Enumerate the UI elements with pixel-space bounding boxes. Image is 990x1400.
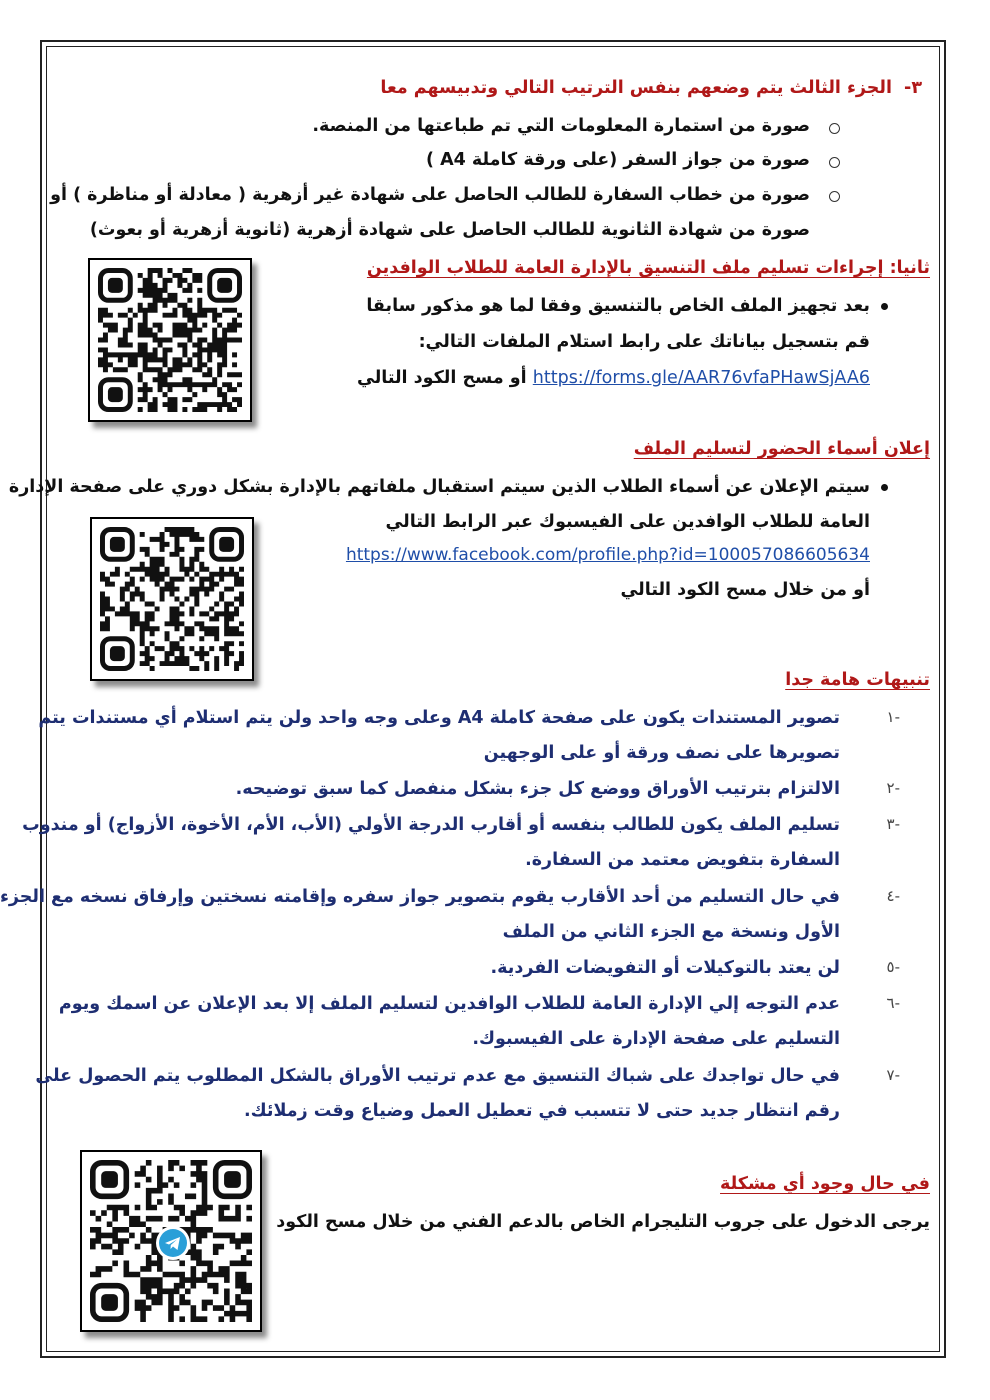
attendance-heading: إعلان أسماء الحضور لتسليم الملف — [633, 439, 930, 459]
note-line: التسليم على صفحة الإدارة على الفيسبوك. — [472, 1029, 840, 1049]
circle-bullet-icon — [829, 123, 840, 134]
attendance-line: أو من خلال مسح الكود التالي — [620, 580, 870, 600]
section2-heading: ثانيا: إجراءات تسليم ملف التنسيق بالإدارة العامة للطلاب الوافدين — [366, 258, 930, 278]
note-line: تسليم الملف يكون للطالب بنفسه أو أقارب الدرجة الأولي (الأب، الأم، الأخوة، الأزواج) أو مندوب — [22, 815, 840, 835]
bullet-dot-icon — [881, 303, 888, 310]
note-number: ٤- — [886, 887, 900, 905]
note-line: الأول ونسخة مع الجزء الثاني من الملف — [502, 922, 840, 942]
circle-bullet-icon — [829, 157, 840, 168]
attendance-line: سيتم الإعلان عن أسماء الطلاب الذين سيتم استقبال ملفاتهم بالإدارة بشكل دوري على صفحة الإدارة — [8, 477, 870, 497]
problem-heading: في حال وجود أي مشكلة — [720, 1174, 930, 1194]
note-line: رقم انتظار جديد حتى لا تتسبب في تعطيل العمل وضياع وقت زملائك. — [243, 1101, 840, 1121]
part3-heading-number: ٣- — [904, 78, 922, 98]
section2-link-suffix: أو مسح الكود التالي — [357, 368, 527, 388]
note-number: ٣- — [886, 815, 900, 833]
facebook-qr-code-icon — [90, 517, 254, 681]
note-line: تصوير المستندات يكون على صفحة كاملة A4 وعلى وجه واحد ولن يتم استلام أي مستندات يتم — [38, 708, 840, 728]
forms-link[interactable]: https://forms.gle/AAR76vfaPHawSjAA6 — [532, 368, 870, 388]
section2-line: بعد تجهيز الملف الخاص بالتنسيق وفقا لما هو مذكور سابقا — [366, 296, 870, 316]
part3-item: صورة من خطاب السفارة للطالب الحاصل على شهادة غير أزهرية ( معادلة أو مناظرة ) أو — [50, 185, 810, 205]
note-number: ١- — [886, 708, 900, 726]
part3-item: صورة من جواز السفر (على ورقة كاملة A4 ) — [425, 150, 810, 170]
section2-link-line — [357, 366, 870, 390]
note-number: ٥- — [886, 958, 900, 976]
note-line: السفارة بتفويض معتمد من السفارة. — [525, 850, 840, 870]
note-line: تصويرها على نصف ورقة أو على الوجهين — [483, 743, 840, 763]
bullet-dot-icon — [881, 484, 888, 491]
note-line: عدم التوجه إلي الإدارة العامة للطلاب الوافدين لتسليم الملف إلا بعد الإعلان عن اسمك ويوم — [58, 994, 840, 1014]
note-line: الالتزام بترتيب الأوراق ووضع كل جزء بشكل منفصل كما سبق توضيحه. — [235, 779, 840, 799]
part3-item: صورة من استمارة المعلومات التي تم طباعتها من المنصة. — [312, 116, 810, 136]
note-number: ٢- — [886, 779, 900, 797]
note-line: في حال التسليم من أحد الأقارب يقوم بتصوير جواز سفره وإقامته نسختين وإرفاق نسخه مع الجزء — [0, 887, 840, 907]
attendance-line: العامة للطلاب الوافدين على الفيسبوك عبر الرابط التالي — [385, 512, 870, 532]
circle-bullet-icon — [829, 191, 840, 202]
part3-item-continued: صورة من شهادة الثانوية للطالب الحاصل على شهادة أزهرية (ثانوية أزهرية أو بعوث) — [89, 220, 810, 240]
notes-heading: تنبيهات هامة جدا — [785, 670, 930, 690]
note-line: لن يعتد بالتوكيلات أو التفويضات الفردية. — [490, 958, 840, 978]
part3-heading: الجزء الثالث يتم وضعهم بنفس الترتيب التالي وتدبيسهم معا — [380, 78, 892, 98]
note-number: ٧- — [886, 1066, 900, 1084]
note-number: ٦- — [886, 994, 900, 1012]
problem-line: يرجى الدخول على جروب التليجرام الخاص بالدعم الفني من خلال مسح الكود — [276, 1212, 930, 1232]
facebook-link[interactable]: https://www.facebook.com/profile.php?id=100057086605634 — [345, 545, 870, 565]
section2-line: قم بتسجيل بياناتك على رابط استلام الملفات التالي: — [418, 332, 870, 352]
forms-qr-code-icon — [88, 258, 252, 422]
telegram-icon — [156, 1226, 190, 1260]
telegram-qr-code-icon — [80, 1150, 262, 1332]
note-line: في حال تواجدك على شباك التنسيق مع عدم ترتيب الأوراق بالشكل المطلوب يتم الحصول على — [35, 1066, 840, 1086]
